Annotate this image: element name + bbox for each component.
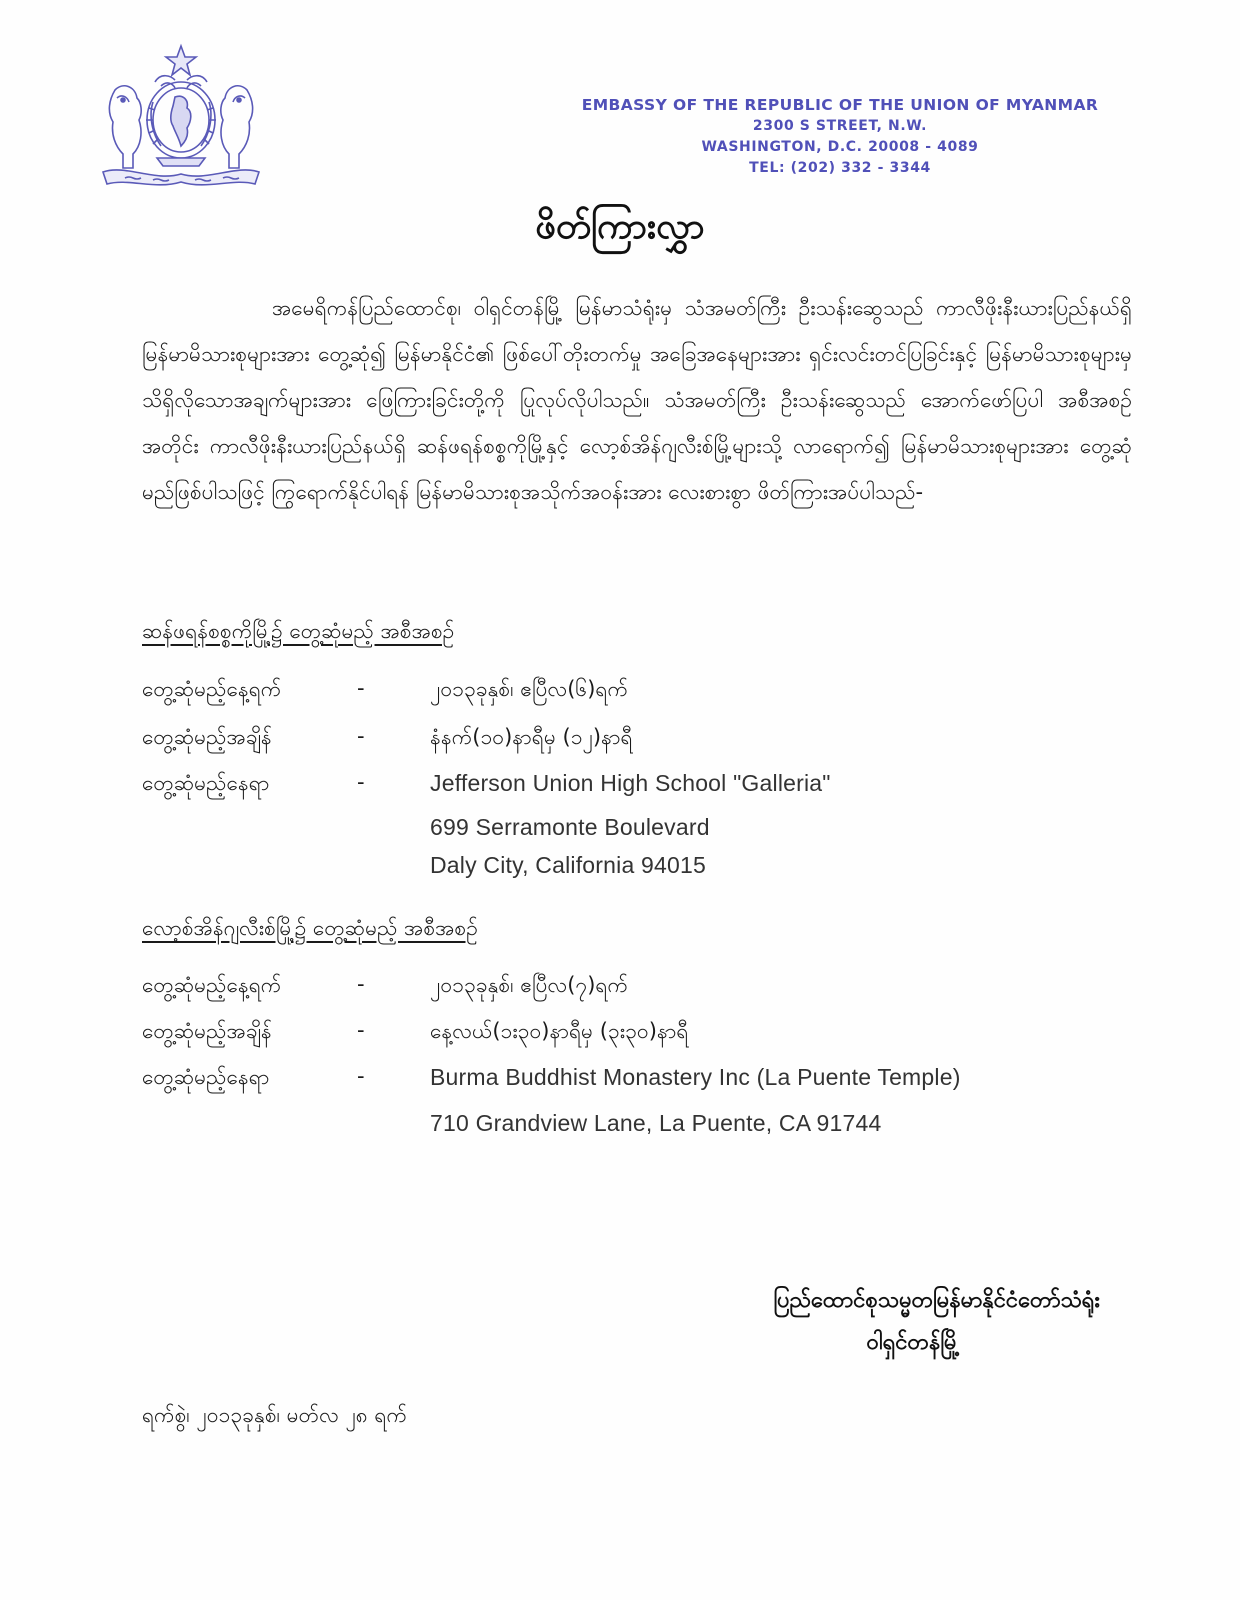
document-title: ဖိတ်ကြားလွှာ: [535, 206, 705, 247]
section-heading-los-angeles: လော့စ်အိန်ဂျလီးစ်မြို့၌ တွေ့ဆုံမည့် အစီအစဉ်: [142, 916, 478, 940]
venue-address-line: [142, 814, 1142, 854]
schedule-value: နံနက်(၁၀)နာရီမှ (၁၂)နာရီ: [430, 725, 633, 749]
schedule-value: ၂၀၁၃ခုနှစ်၊ ဧပြီလ(၇)ရက်: [430, 973, 629, 997]
signature-city: ဝါရှင်တန်မြို့: [866, 1330, 960, 1355]
schedule-value: ၂၀၁၃ခုနှစ်၊ ဧပြီလ(၆)ရက်: [430, 677, 629, 701]
invitation-body: အမေရိကန်ပြည်ထောင်စု၊ ဝါရှင်တန်မြို့ မြန်မာသံရုံးမှ သံအမတ်ကြီး ဦးသန်းဆွေသည် ကာလီဖိုးနီးယားပြည်နယ်ရှိ မြန်မာမိသားစုများအား တွေ့ဆုံ၍ မြန်မာနိုင်ငံ၏ ဖြစ်ပေါ်တိုးတက်မှု အခြေအနေများအား ရှင်းလင်းတင်ပြခြင်းနှင့် မြန်မာမိသားစုများမှ သိရှိလိုသောအချက်များအား ဖြေကြားခြင်းတို့ကို ပြုလုပ်လိုပါသည်။ သံအမတ်ကြီး ဦးသန်းဆွေသည် အောက်ဖော်ပြပါ အစီအစဉ်အတိုင်း ကာလီဖိုးနီးယားပြည်နယ်ရှိ ဆန်ဖရန်စစ္စကိုမြို့နှင့် လော့စ်အိန်ဂျလီးစ်မြို့များသို့ လာရောက်၍ မြန်မာမိသားစုများအား တွေ့ဆုံမည်ဖြစ်ပါသဖြင့် ကြွရောက်နိုင်ပါရန် မြန်မာမိသားစုအသိုက်အဝန်းအား လေးစားစွာ ဖိတ်ကြားအပ်ပါသည်-: [142, 296, 1132, 504]
embassy-telephone: TEL: (202) 332 - 3344: [749, 160, 931, 176]
schedule-label: တွေ့ဆုံမည့်နေ့ရက်: [142, 973, 282, 997]
embassy-city: WASHINGTON, D.C. 20008 - 4089: [701, 139, 979, 155]
section-heading-san-francisco: ဆန်ဖရန်စစ္စကိုမြို့၌ တွေ့ဆုံမည့် အစီအစဉ်: [142, 619, 455, 643]
schedule-dash: -: [357, 972, 365, 996]
schedule-label: တွေ့ဆုံမည့်နေရာ: [142, 771, 270, 795]
schedule-dash: -: [357, 676, 365, 700]
venue-name: Jefferson Union High School "Galleria": [430, 770, 831, 796]
address-line: 699 Serramonte Boulevard: [430, 814, 710, 840]
schedule-dash: -: [357, 770, 365, 794]
schedule-row-time: [142, 724, 1142, 764]
schedule-label: တွေ့ဆုံမည့်အချိန်: [142, 1019, 272, 1043]
schedule-dash: -: [357, 1064, 365, 1088]
schedule-row-venue: [142, 770, 1142, 810]
schedule-label: တွေ့ဆုံမည့်နေရာ: [142, 1065, 270, 1089]
venue-address-line: [142, 1110, 1142, 1150]
address-line: 710 Grandview Lane, La Puente, CA 91744: [430, 1110, 882, 1136]
venue-address-line: [142, 852, 1142, 892]
schedule-dash: -: [357, 724, 365, 748]
venue-name: Burma Buddhist Monastery Inc (La Puente Temple): [430, 1064, 961, 1090]
letter-date: ရက်စွဲ၊ ၂၀၁၃ခုနှစ်၊ မတ်လ ၂၈ ရက်: [142, 1403, 408, 1427]
schedule-dash: -: [357, 1018, 365, 1042]
schedule-label: တွေ့ဆုံမည့်အချိန်: [142, 725, 272, 749]
schedule-label: တွေ့ဆုံမည့်နေ့ရက်: [142, 677, 282, 701]
embassy-name: EMBASSY OF THE REPUBLIC OF THE UNION OF MYANMAR: [581, 96, 1099, 114]
schedule-row-date: [142, 676, 1142, 716]
letterhead: [540, 95, 1140, 179]
address-line: Daly City, California 94015: [430, 852, 706, 878]
schedule-row-venue: [142, 1064, 1142, 1104]
embassy-street: 2300 S STREET, N.W.: [752, 118, 928, 134]
schedule-row-time: [142, 1018, 1142, 1058]
schedule-value: နေ့လယ်(၁း၃၀)နာရီမှ (၃း၃၀)နာရီ: [430, 1019, 689, 1043]
state-seal-icon: [95, 42, 267, 190]
signature-embassy: ပြည်ထောင်စုသမ္မတမြန်မာနိုင်ငံတော်သံရုံး: [773, 1288, 1100, 1313]
signature-block: [600, 1280, 1100, 1364]
schedule-row-date: [142, 972, 1142, 1012]
